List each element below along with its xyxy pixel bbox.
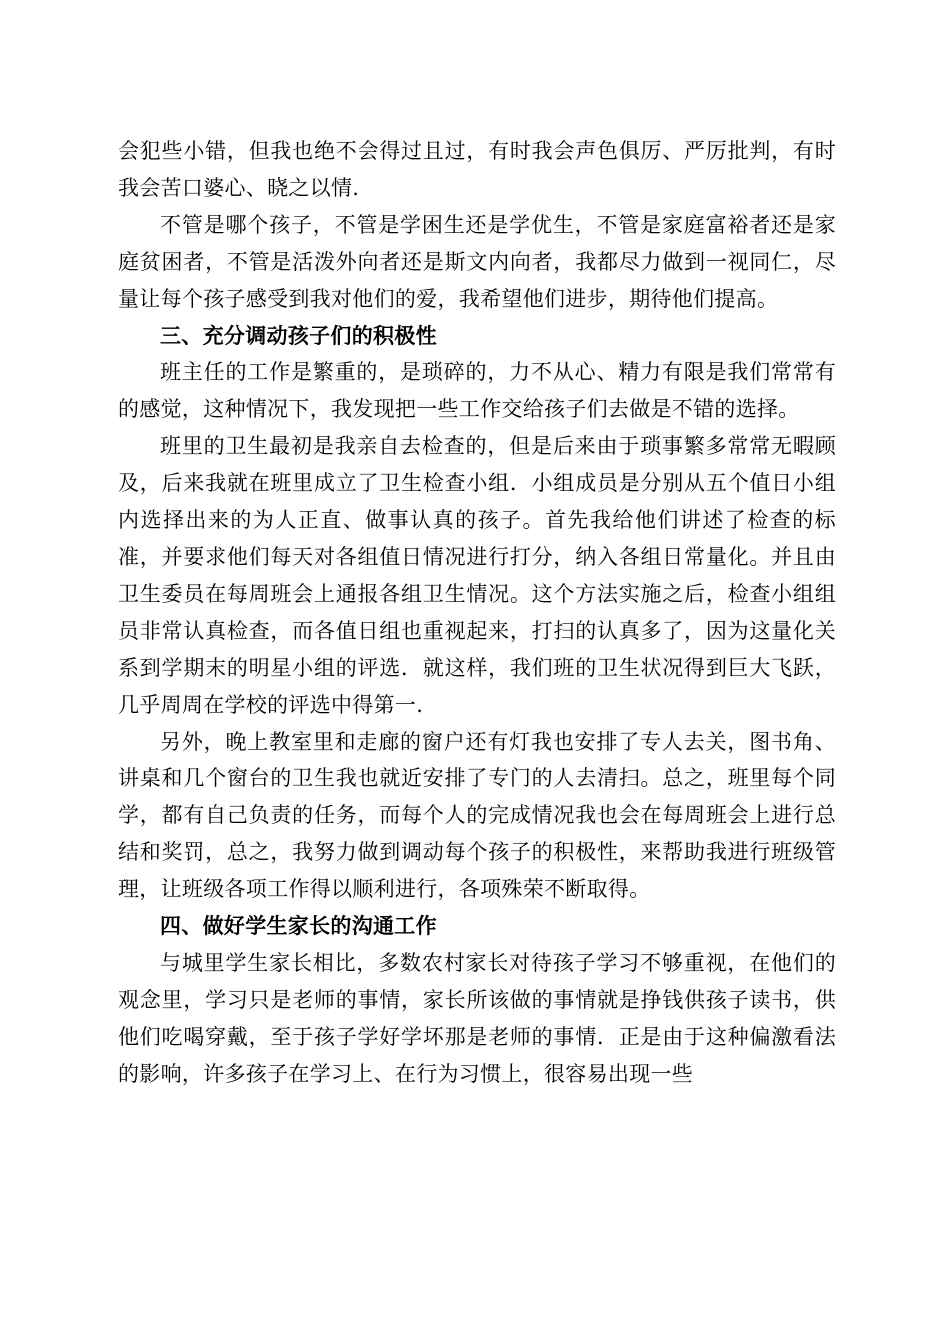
paragraph-parents: 与城里学生家长相比，多数农村家长对待孩子学习不够重视，在他们的观念里，学习只是老师的事情，家长所该做的事情就是挣钱供孩子读书，供他们吃喝穿戴，至于孩子学好学坏那是老师的事情．正是由于这种偏激看法的影响，许多孩子在学习上、在行为习惯上，很容易出现一些 — [118, 950, 836, 1086]
document-page — [118, 133, 836, 1093]
paragraph-delegation: 班主任的工作是繁重的，是琐碎的，力不从心、精力有限是我们常常有的感觉，这种情况下，我发现把一些工作交给孩子们去做是不错的选择。 — [118, 360, 836, 422]
paragraph-equal-treatment: 不管是哪个孩子，不管是学困生还是学优生，不管是家庭富裕者还是家庭贫困者，不管是活泼外向者还是斯文内向者，我都尽力做到一视同仁，尽量让每个孩子感受到我对他们的爱，我希望他们进步，期待他们提高。 — [118, 212, 836, 311]
section-heading-three: 三、充分调动孩子们的积极性 — [160, 323, 437, 348]
paragraph-hygiene-group: 班里的卫生最初是我亲自去检查的，但是后来由于琐事繁多常常无暇顾及，后来我就在班里成立了卫生检查小组．小组成员是分别从五个值日小组内选择出来的为人正直、做事认真的孩子。首先我给他们讲述了检查的标准，并要求他们每天对各组值日情况进行打分，纳入各组日常量化。并且由卫生委员在每周班会上通报各组卫生情况。这个方法实施之后，检查小组组员非常认真检查，而各值日组也重视起来，打扫的认真多了，因为这量化关系到学期末的明星小组的评选．就这样，我们班的卫生状况得到巨大飞跃，几乎周周在学校的评选中得第一. — [118, 434, 836, 717]
section-heading-four: 四、做好学生家长的沟通工作 — [160, 914, 437, 939]
paragraph-duties: 另外，晚上教室里和走廊的窗户还有灯我也安排了专人去关，图书角、讲桌和几个窗台的卫生我也就近安排了专门的人去清扫。总之，班里每个同学，都有自己负责的任务，而每个人的完成情况我也会在每周班会上进行总结和奖罚，总之，我努力做到调动每个孩子的积极性，来帮助我进行班级管理，让班级各项工作得以顺利进行，各项殊荣不断取得。 — [118, 729, 836, 902]
paragraph-continued: 会犯些小错，但我也绝不会得过且过，有时我会声色俱厉、严厉批判，有时我会苦口婆心、晓之以情. — [118, 139, 836, 200]
